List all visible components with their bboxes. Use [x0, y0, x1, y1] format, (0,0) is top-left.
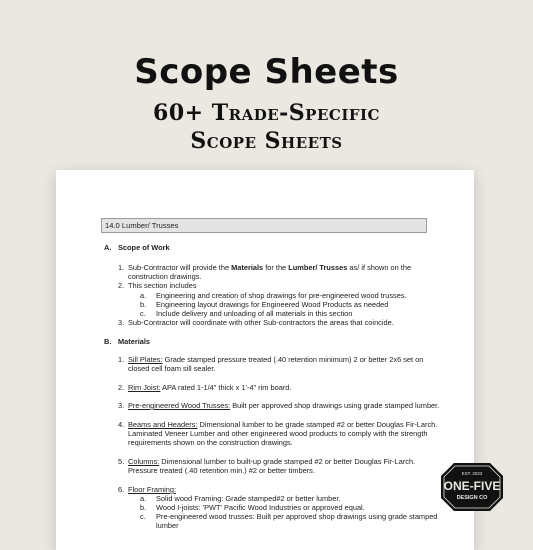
logo-est-text: EST. 2022 — [461, 471, 483, 476]
scope-item1-line2: construction drawings. — [128, 272, 202, 281]
scope-sub-c-marker: c. — [140, 309, 146, 318]
material-4-text: Dimensional lumber to be grade stamped #2 or better Douglas Fir-Larch. — [197, 420, 438, 429]
material-4-line3: requirements shown on the construction drawings. — [128, 438, 293, 447]
material-1-text: Grade stamped pressure treated (.40 retention minimum) 2 or better 2x6 set on — [162, 355, 424, 364]
scope-item1-pre: Sub-Contractor will provide the — [128, 263, 232, 272]
material-2-number: 2. — [118, 383, 125, 392]
scope-item1 — [128, 263, 411, 272]
material-1-label: Sill Plates: — [128, 355, 163, 364]
material-4-label: Beams and Headers: — [128, 420, 198, 429]
material-5-line2: Pressure treated (.40 retention min.) #2 or better timbers. — [128, 466, 315, 475]
material-4-line2: Laminated Veneer Lumber and other engineered wood products to comply with the strength — [128, 429, 428, 438]
scope-item1-mid: for the — [263, 263, 289, 272]
materials-marker: B. — [104, 337, 112, 346]
material-3 — [128, 401, 439, 410]
scope-sub-a: Engineering and creation of shop drawings for pre-engineered wood trusses. — [156, 291, 407, 300]
section-title: 14.0 Lumber/ Trusses — [105, 221, 179, 230]
hero-subtitle-line2: Scope Sheets — [190, 128, 343, 154]
scope-item1-bold-materials: Materials — [231, 263, 264, 272]
scope-sub-b-marker: b. — [140, 300, 147, 309]
material-5 — [128, 457, 415, 466]
material-2-text: APA rated 1-1/4" thick x 1'-4" rim board. — [160, 383, 292, 392]
logo-name-text: ONE-FIVE — [443, 479, 501, 493]
material-1-line2: closed cell foam sill sealer. — [128, 364, 216, 373]
scope-item2: This section includes — [128, 281, 197, 290]
floor-c-marker: c. — [140, 512, 146, 521]
material-2-label: Rim Joist: — [128, 383, 161, 392]
material-1-number: 1. — [118, 355, 125, 364]
scope-heading: Scope of Work — [118, 243, 170, 252]
section-title-bar — [101, 218, 427, 233]
floor-a-marker: a. — [140, 494, 147, 503]
material-3-number: 3. — [118, 401, 125, 410]
floor-a: Solid wood Framing: Grade stamped#2 or better lumber. — [156, 494, 341, 503]
scope-item1-post: as/ if shown on the — [347, 263, 412, 272]
scope-marker: A. — [104, 243, 112, 252]
material-3-label: Pre-engineered Wood Trusses: — [128, 401, 231, 410]
material-3-text: Built per approved shop drawings using grade stamped lumber. — [230, 401, 440, 410]
material-1 — [128, 355, 423, 364]
material-6-number: 6. — [118, 485, 125, 494]
floor-c: Pre-engineered wood trusses: Built per approved shop drawings using grade stamped — [156, 512, 438, 521]
scope-sub-a-marker: a. — [140, 291, 147, 300]
scope-sub-c: Include delivery and unloading of all materials in this section — [156, 309, 353, 318]
materials-heading: Materials — [118, 337, 151, 346]
logo-tagline-text: DESIGN CO — [456, 495, 488, 501]
floor-b-marker: b. — [140, 503, 147, 512]
hero-subtitle-line1: 60+ Trade-Specific — [153, 100, 380, 126]
scope-sub-b: Engineering layout drawings for Engineered Wood Products as needed — [156, 300, 389, 309]
scope-item3-number: 3. — [118, 318, 125, 327]
material-6-label: Floor Framing: — [128, 485, 177, 494]
scope-item3: Sub-Contractor will coordinate with other Sub-contractors the areas that coincide. — [128, 318, 394, 327]
material-5-label: Columns: — [128, 457, 160, 466]
material-2 — [128, 383, 291, 392]
floor-c-line2: lumber — [156, 521, 179, 530]
material-5-number: 5. — [118, 457, 125, 466]
scope-sheet-page — [56, 170, 474, 550]
hero-title: Scope Sheets — [134, 52, 399, 92]
one-five-logo — [440, 462, 504, 512]
scope-item1-number: 1. — [118, 263, 125, 272]
material-4-number: 4. — [118, 420, 125, 429]
scope-item1-bold-lumber: Lumber/ Trusses — [288, 263, 348, 272]
scope-item2-number: 2. — [118, 281, 125, 290]
material-5-text: Dimensional lumber to built-up grade stamped #2 or better Douglas Fir-Larch. — [159, 457, 416, 466]
material-4 — [128, 420, 437, 429]
floor-b: Wood I-joists: 'PWT' Pacific Wood Industries or approved equal. — [156, 503, 365, 512]
